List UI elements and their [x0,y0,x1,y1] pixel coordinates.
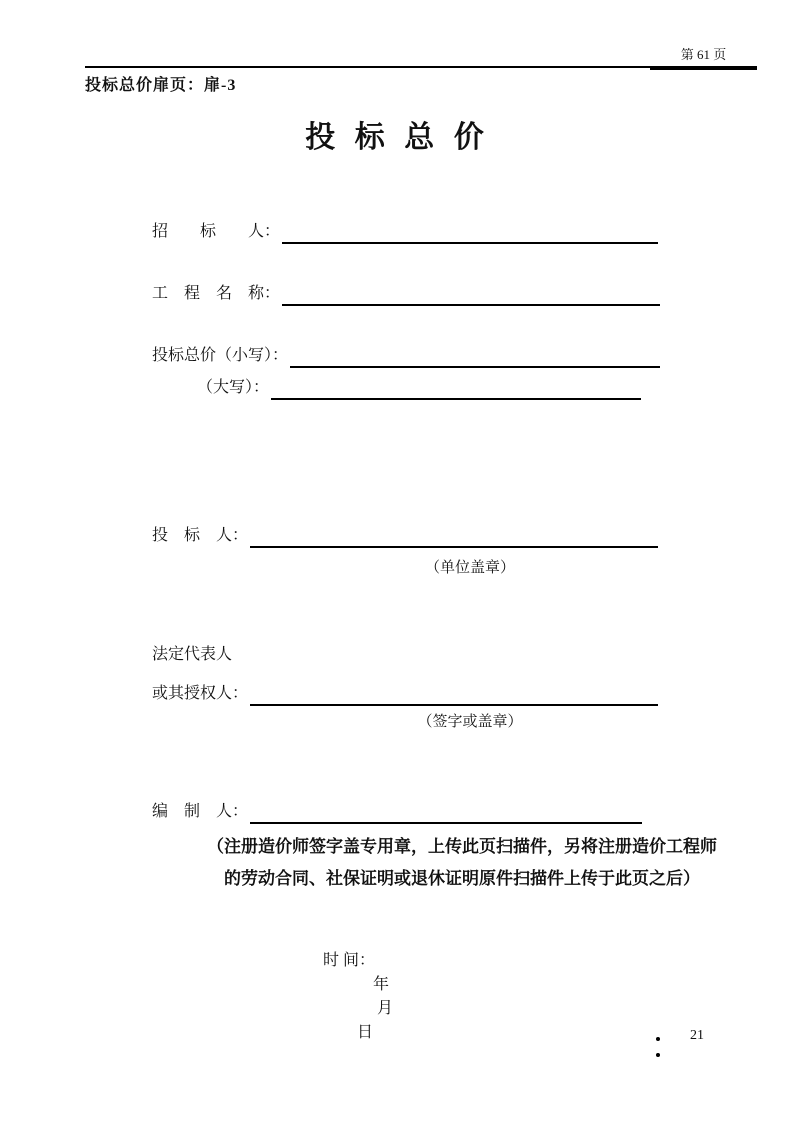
legal-rep-label-line1: 法定代表人 [152,646,233,663]
legal-rep-row [152,680,658,706]
legal-rep-blank-field [250,680,658,706]
preparer-note-line1: （注册造价师签字盖专用章，上传此页扫描件，另将注册造价工程师 [207,837,717,856]
preparer-note-line2: 的劳动合同、社保证明或退休证明原件扫描件上传于此页之后） [224,869,700,888]
bid-total-uppercase-label: （大写）： [197,379,270,396]
bidder-label: 投 标 人： [152,527,249,544]
project-name-blank-field [282,280,660,306]
preparer-label: 编 制 人： [152,803,249,820]
project-name-label: 工 程 名 称： [152,285,281,302]
footer-dot-1 [656,1037,660,1041]
bid-total-lowercase-row [152,342,660,368]
footer-page-index: 21 [690,1028,704,1043]
legal-rep-label-line2: 或其授权人： [152,685,249,702]
preparer-blank-field [250,798,642,824]
bidder-seal-note: （单位盖章） [424,560,515,576]
bidder-row [152,522,658,548]
form-code-label: 投标总价扉页：扉-3 [85,77,237,94]
tenderer-label: 招 标 人： [152,223,281,240]
date-month-label: 月 [377,1000,394,1017]
page-title: 投 标 总 价 [305,121,488,154]
page-number: 第 61 页 [650,44,757,70]
bid-total-lowercase-label: 投标总价（小写）： [152,347,289,364]
preparer-row [152,798,642,824]
bid-total-uppercase-blank-field [271,374,641,400]
date-label: 时 间： [323,952,376,969]
project-name-row [152,280,660,306]
bidder-blank-field [250,522,658,548]
footer-dot-2 [656,1053,660,1057]
bid-total-uppercase-row [197,374,641,400]
date-day-label: 日 [357,1024,374,1041]
date-year-label: 年 [373,976,390,993]
tenderer-row [152,218,658,244]
legal-rep-seal-note: （签字或盖章） [417,714,523,730]
header-rule [85,66,757,68]
tenderer-blank-field [282,218,658,244]
date-row [307,925,393,1069]
bid-total-lowercase-blank-field [290,342,660,368]
